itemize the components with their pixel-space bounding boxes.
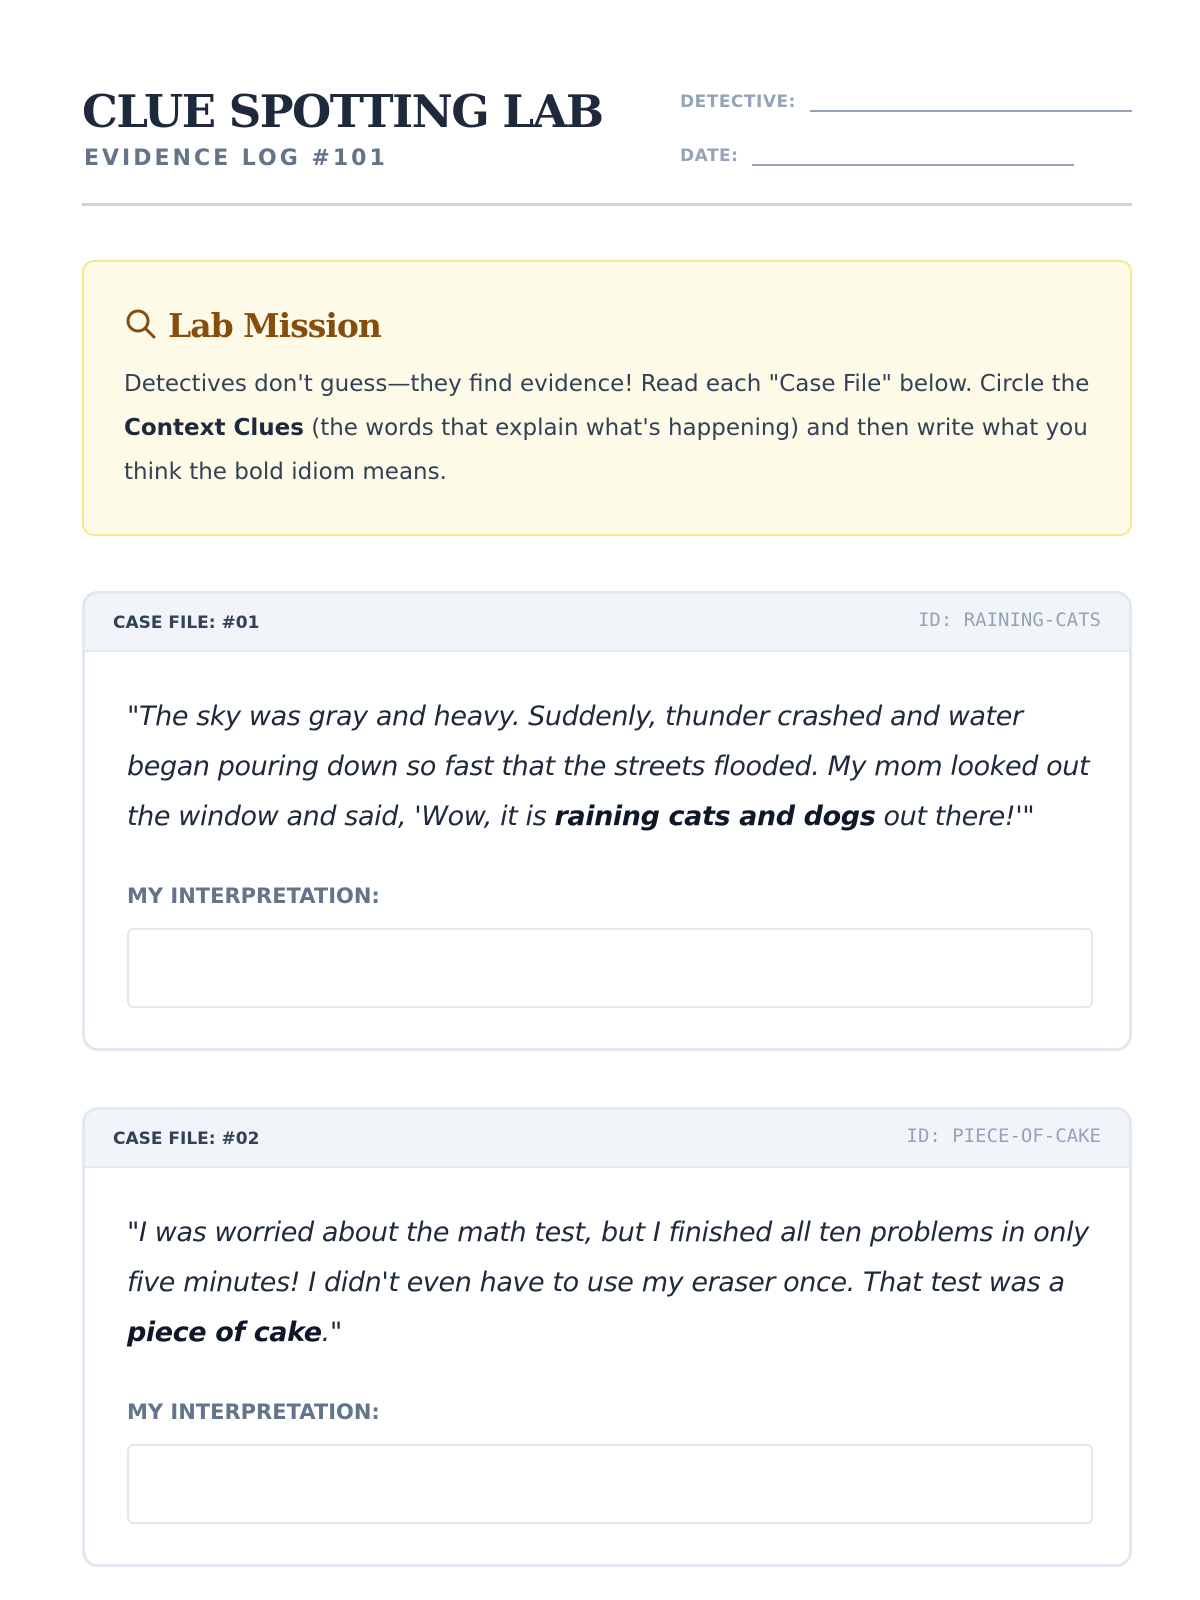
date-line[interactable] (752, 144, 1074, 166)
quote-text-end: out there!'" (875, 801, 1035, 832)
idiom-highlight: piece of cake (127, 1317, 322, 1348)
mission-heading (124, 306, 381, 345)
mission-title: Lab Mission (168, 306, 381, 345)
case-file-id: ID: PIECE-OF-CAKE (906, 1125, 1101, 1147)
detective-field (680, 90, 1132, 112)
quote-text-start: "I was worried about the math test, but I finished all ten problems in only five minutes! I didn't even have to use my eraser once. That test was a (127, 1217, 1089, 1298)
case-quote (127, 1208, 1102, 1358)
quote-text-end: ." (321, 1317, 342, 1348)
interpretation-label: MY INTERPRETATION: (127, 884, 380, 908)
lab-mission-box (82, 260, 1132, 536)
case-file-label: CASE FILE: #01 (113, 613, 260, 633)
worksheet-header (82, 82, 1132, 206)
case-quote (127, 692, 1102, 842)
case-file-label: CASE FILE: #02 (113, 1129, 260, 1149)
date-field (680, 144, 1074, 166)
interpretation-label: MY INTERPRETATION: (127, 1400, 380, 1424)
quote-text-start: "The sky was gray and heavy. Suddenly, thunder crashed and water began pouring down so fast that the streets flooded. My mom looked out the window and said, 'Wow, it is (127, 701, 1090, 832)
detective-line[interactable] (810, 90, 1132, 112)
date-label: DATE: (680, 146, 739, 166)
mission-text-start: Detectives don't guess—they find evidence! Read each "Case File" below. Circle the (124, 371, 1090, 397)
mission-text-end: (the words that explain what's happening) and then write what you think the bold idiom means. (124, 415, 1088, 485)
interpretation-input[interactable] (127, 1444, 1093, 1524)
case-file-id: ID: RAINING-CATS (917, 609, 1101, 631)
interpretation-input[interactable] (127, 928, 1093, 1008)
case-file-02 (82, 1107, 1132, 1567)
idiom-highlight: raining cats and dogs (554, 801, 876, 832)
mission-instructions (124, 362, 1109, 494)
detective-label: DETECTIVE: (680, 92, 796, 112)
magnifier-icon (124, 307, 158, 345)
page-title: CLUE SPOTTING LAB (82, 85, 603, 138)
mission-text-bold: Context Clues (124, 415, 304, 441)
page-subtitle: EVIDENCE LOG #101 (84, 146, 388, 171)
case-file-header (85, 594, 1129, 652)
case-file-01 (82, 591, 1132, 1051)
case-file-header (85, 1110, 1129, 1168)
